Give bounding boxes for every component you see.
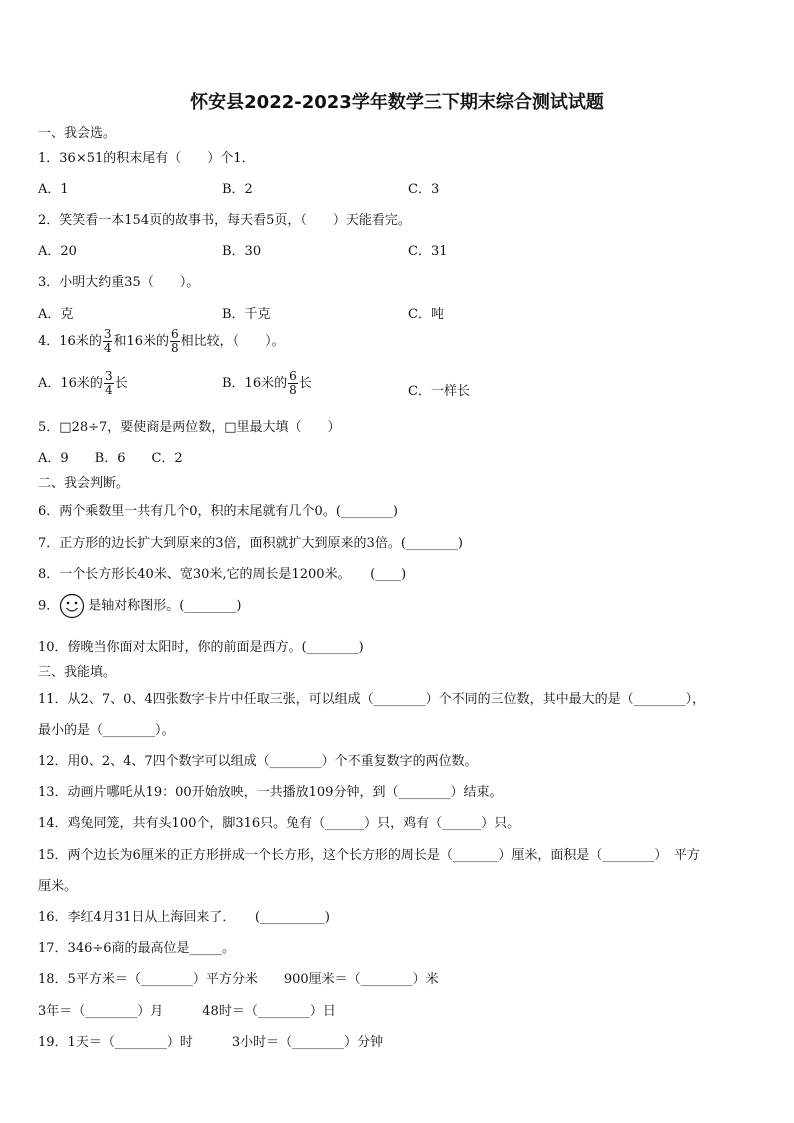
question-4-text-3: 相比较，（ ）。 [180,334,285,349]
question-2-option-a: A．20 [38,244,77,259]
question-5-options: A．9 B．6 C．2 [38,451,183,466]
section-heading-1: 一、我会选。 [38,126,117,141]
question-4-stem [38,328,285,355]
question-1-option-b: B．2 [222,182,253,197]
question-15-line-2: 厘米。 [38,879,78,894]
question-12: 12．用0、2、4、7四个数字可以组成（________）个不重复数字的两位数。 [38,754,478,769]
option-a-text: A．16米的 [38,376,103,391]
question-2-option-b: B．30 [222,244,262,259]
question-15-line-1: 15．两个边长为6厘米的正方形拼成一个长方形，这个长方形的周长是（_______）厘米，面积是（________） 平方 [38,848,700,863]
question-18-line-1: 18．5平方米＝（________）平方分米 900厘米＝（________）米 [38,972,439,987]
fraction-numerator: 3 [103,327,112,341]
question-13: 13．动画片哪吒从19：00开始放映，一共播放109分钟，到（________）结束。 [38,785,503,800]
question-8: 8．一个长方形长40米、宽30米,它的周长是1200米。 (____) [38,567,407,582]
question-3-stem: 3．小明大约重35（ ）。 [38,275,200,290]
question-11-line-2: 最小的是（________）。 [38,723,175,738]
question-2-stem: 2．笑笑看一本154页的故事书，每天看5页，（ ）天能看完。 [38,213,411,228]
fraction-numerator: 3 [104,369,113,383]
option-b-suffix: 长 [298,376,312,391]
question-9-number: 9． [38,598,60,614]
question-18-line-2: 3年＝（________）月 48时＝（________）日 [38,1004,336,1019]
question-14: 14．鸡兔同笼，共有头100个，脚316只。兔有（______）只，鸡有（______）只。 [38,816,521,831]
fraction-denominator: 8 [171,341,179,355]
smiley-face-icon [59,593,85,619]
question-5-stem: 5．□28÷7，要使商是两位数，□里最大填（ ） [38,420,341,435]
fraction-three-quarters [104,370,114,397]
question-4-option-a [38,370,128,397]
question-3-option-c: C．吨 [408,307,444,322]
question-7: 7．正方形的边长扩大到原来的3倍，面积就扩大到原来的3倍。(________) [38,536,463,551]
question-4-option-b [222,370,312,397]
fraction-denominator: 4 [104,383,113,397]
question-1-option-c: C．3 [408,182,440,197]
question-6: 6．两个乘数里一共有几个0，积的末尾就有几个0。(________) [38,504,398,519]
page-title: 怀安县2022-2023学年数学三下期末综合测试试题 [190,92,604,113]
fraction-numerator: 6 [289,369,297,383]
question-3-option-b: B．千克 [222,307,271,322]
question-9 [38,593,241,619]
question-10: 10．傍晚当你面对太阳时，你的前面是西方。(________) [38,640,364,655]
fraction-numerator: 6 [171,327,179,341]
section-heading-3: 三、我能填。 [38,665,117,680]
question-17: 17．346÷6商的最高位是_____。 [38,941,236,956]
question-9-text: 是轴对称图形。(________) [88,598,242,614]
question-4-text-2: 和16米的 [113,334,170,349]
fraction-six-eighths [170,328,180,355]
question-2-option-c: C．31 [408,244,448,259]
question-3-option-a: A．克 [38,307,74,322]
question-1-stem: 1．36×51的积末尾有（ ）个1． [38,151,255,166]
question-4-text-1: 4．16米的 [38,334,102,349]
section-heading-2: 二、我会判断。 [38,476,130,491]
question-4-option-c: C．一样长 [408,384,470,399]
fraction-three-quarters [103,328,113,355]
question-11-line-1: 11．从2、7、0、4四张数字卡片中任取三张，可以组成（________）个不同的三位数，其中最大的是（________）， [38,692,706,707]
fraction-denominator: 4 [103,341,112,355]
fraction-denominator: 8 [289,383,297,397]
question-19: 19．1天＝（________）时 3小时＝（________）分钟 [38,1035,384,1050]
option-a-suffix: 长 [114,376,128,391]
option-b-text: B．16米的 [222,376,288,391]
question-1-option-a: A．1 [38,182,69,197]
fraction-six-eighths [288,370,298,397]
question-16: 16．李红4月31日从上海回来了． (__________) [38,910,330,925]
